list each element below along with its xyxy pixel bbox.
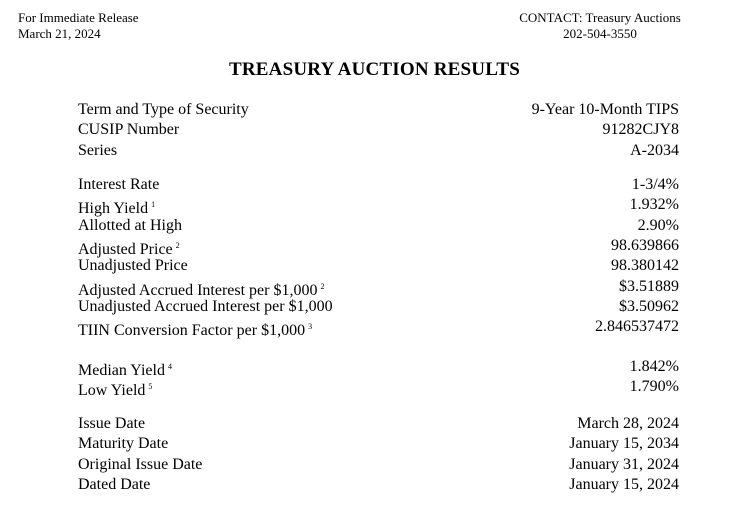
result-row [78, 216, 679, 236]
result-row [78, 414, 679, 434]
result-label [78, 100, 249, 120]
result-row [78, 297, 679, 317]
result-label-text: Term and Type of Security [78, 101, 249, 118]
result-value: $3.50962 [619, 297, 679, 315]
result-label [78, 455, 202, 475]
result-row [78, 236, 679, 256]
result-row [78, 317, 679, 340]
result-label-text: Series [78, 141, 118, 159]
result-value: January 15, 2024 [569, 475, 679, 493]
result-label-text: Interest Rate [78, 176, 160, 193]
result-row [78, 195, 679, 218]
footnote-marker: 2 [175, 240, 180, 250]
result-label [78, 120, 179, 140]
result-value: 1.790% [629, 378, 679, 396]
result-value: 2.90% [637, 216, 679, 234]
result-value: $3.51889 [619, 277, 679, 295]
result-label [78, 434, 168, 454]
result-value: 1-3/4% [631, 176, 679, 193]
result-label-text: Adjusted Price [78, 240, 173, 258]
footnote-marker: 5 [148, 382, 153, 392]
result-label-text: Low Yield [78, 382, 146, 400]
result-label-text: Original Issue Date [78, 455, 203, 473]
result-label [78, 414, 145, 434]
result-label-text: High Yield [78, 200, 149, 218]
result-label [78, 216, 182, 236]
result-value: 1.842% [629, 358, 679, 375]
result-row [78, 475, 679, 495]
result-label-text: Median Yield [78, 362, 165, 379]
result-value: January 15, 2034 [569, 435, 679, 453]
footnote-marker: 2 [320, 281, 325, 291]
result-label-text: CUSIP Number [78, 121, 180, 139]
footnote-marker: 1 [151, 200, 156, 210]
result-value: 98.639866 [611, 236, 679, 254]
result-label [78, 141, 117, 161]
release-label: For Immediate Release [18, 10, 139, 25]
footnote-marker: 3 [308, 322, 313, 332]
result-label-text: TIIN Conversion Factor per $1,000 [78, 322, 306, 340]
result-value: 1.932% [629, 196, 679, 214]
result-row [78, 120, 679, 140]
result-value: 98.380142 [611, 257, 679, 275]
result-row [78, 100, 679, 120]
result-value: 91282CJY8 [602, 121, 679, 139]
result-value: January 31, 2024 [569, 455, 679, 473]
result-row [78, 377, 679, 400]
footnote-marker: 4 [167, 362, 172, 371]
result-label [78, 377, 152, 401]
contact-label: CONTACT: Treasury Auctions [519, 10, 681, 25]
result-label [78, 475, 150, 495]
release-info [18, 10, 139, 42]
result-label-text: Issue Date [78, 415, 146, 432]
contact-phone: 202-504-3550 [563, 26, 637, 41]
result-label [78, 297, 333, 317]
document-title: TREASURY AUCTION RESULTS [229, 59, 520, 80]
result-label-text: Dated Date [78, 475, 151, 493]
result-value: 2.846537472 [595, 318, 679, 336]
contact-info [500, 10, 700, 42]
result-row [78, 455, 679, 475]
result-value: 9-Year 10-Month TIPS [531, 101, 679, 118]
result-row [78, 175, 679, 195]
result-value: A-2034 [630, 141, 679, 159]
result-label [78, 175, 159, 195]
result-label [78, 317, 312, 341]
result-row [78, 357, 679, 377]
result-label-text: Adjusted Accrued Interest per $1,000 [78, 281, 318, 299]
release-date: March 21, 2024 [18, 26, 101, 41]
result-label [78, 256, 188, 276]
result-label-text: Unadjusted Accrued Interest per $1,000 [78, 297, 333, 315]
result-row [78, 256, 679, 276]
result-row [78, 141, 679, 161]
result-row [78, 277, 679, 297]
result-row [78, 434, 679, 454]
result-value: March 28, 2024 [577, 415, 679, 432]
result-label-text: Maturity Date [78, 435, 169, 453]
result-label-text: Unadjusted Price [78, 257, 188, 275]
result-label-text: Allotted at High [78, 216, 182, 234]
